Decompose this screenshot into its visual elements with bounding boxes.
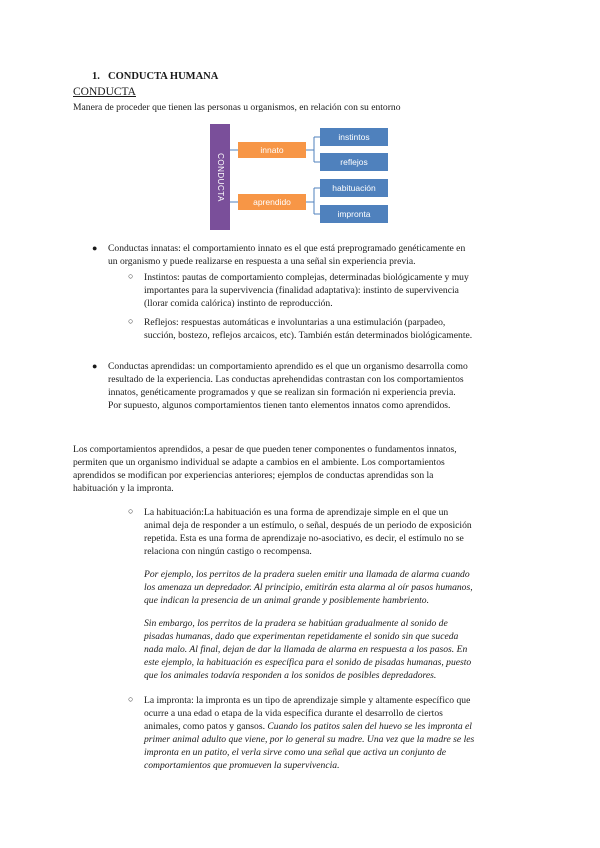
- text-line: los amenaza un depredador. Al principio, emitirán esta alarma al oír pasos humanos,: [144, 582, 473, 593]
- text-line: nada malo. Al final, dejan de dar la llamada de alarma en respuesta a los pasos. En: [144, 644, 468, 655]
- innatas-paragraph: [108, 242, 465, 268]
- section-title: CONDUCTA HUMANA: [108, 71, 219, 82]
- text-line: Reflejos: respuestas automáticas e involuntarias a una estimulación (parpadeo,: [144, 317, 446, 328]
- text-line: Por ejemplo, los perritos de la pradera suelen emitir una llamada de alarma cuando: [144, 569, 470, 580]
- diagram-leaf-impronta: impronta: [320, 205, 388, 223]
- text-line: Sin embargo, los perritos de la pradera se habitúan gradualmente al sonido de: [144, 618, 448, 629]
- section-heading: [92, 71, 218, 82]
- aprendidas-paragraph: [108, 360, 468, 412]
- text-line: innatos, genéticamente programados y que se realizan sin formación ni experiencia previa.: [108, 387, 456, 398]
- text-line: La habituación:La habituación es una forma de aprendizaje simple en el que un: [144, 507, 449, 518]
- text-line: un organismo y puede realizarse en respuesta a una señal sin experiencia previa.: [108, 256, 416, 267]
- text-line: que los animales todavía responden a los sonidos de posibles depredadores.: [144, 670, 437, 681]
- bullet-icon: ●: [92, 361, 98, 371]
- reflejos-paragraph: [144, 316, 472, 342]
- habituacion-example-1: [144, 568, 473, 607]
- circle-bullet-icon: ○: [128, 271, 134, 281]
- circle-bullet-icon: ○: [128, 316, 134, 326]
- definition-text: Manera de proceder que tienen las personas u organismos, en relación con su entorno: [73, 102, 401, 113]
- text-line: ocurre a una edad o etapa de la vida específica durante el desarrollo de ciertos: [144, 708, 443, 719]
- text-line: aprendidos se modifican por experiencias anteriores; ejemplos de conductas aprendidas son la: [73, 470, 434, 481]
- circle-bullet-icon: ○: [128, 694, 134, 704]
- text-line: comportamientos que promueven la supervivencia.: [144, 760, 340, 771]
- text-line: La impronta: la impronta es un tipo de aprendizaje simple y altamente específico que: [144, 695, 471, 706]
- text-line: que indican la presencia de un animal grande y posiblemente hambriento.: [144, 595, 430, 606]
- text-line: Por supuesto, algunos comportamientos tienen tanto elementos innatos como aprendidos.: [108, 400, 451, 411]
- text-line: pisadas humanas, dado que experimentan repetidamente el sonido sin que suceda: [144, 631, 459, 642]
- text-line: primer animal adulto que viene, por lo general su madre. Una vez que la madre se les: [144, 734, 475, 745]
- diagram-leaf-reflejos: reflejos: [320, 153, 388, 171]
- diagram-leaf-instintos: instintos: [320, 128, 388, 146]
- habituacion-paragraph: [144, 506, 472, 558]
- text-line: Los comportamientos aprendidos, a pesar de que pueden tener componentes o fundamentos innatos,: [73, 444, 457, 455]
- text-line: importantes para la supervivencia (finalidad adaptativa): instinto de supervivencia: [144, 285, 459, 296]
- text-line: Instintos: pautas de comportamiento complejas, determinadas biológicamente y muy: [144, 272, 469, 283]
- text-line: (llorar comida calórica) instinto de reproducción.: [144, 298, 333, 309]
- text-line: impronta en un patito, el verla sirve como una señal que activa un conjunto de: [144, 747, 447, 758]
- section-number: 1.: [92, 71, 100, 82]
- intro-paragraph: [73, 443, 457, 495]
- text-line: relaciona con ningún castigo o recompensa.: [144, 546, 312, 557]
- impronta-paragraph: [144, 694, 474, 772]
- text-line: repetida. Esta es una forma de aprendizaje no-asociativo, es decir, el estímulo no se: [144, 533, 464, 544]
- text-line: este ejemplo, la habituación es específica para el sonido de pisadas humanas, puesto: [144, 657, 472, 668]
- text-line: animales, como patos y gansos. Cuando los patitos salen del huevo se les improntа el: [144, 721, 472, 732]
- bullet-icon: ●: [92, 243, 98, 253]
- text-line: resultado de la experiencia. Las conductas aprehendidas contrastan con los comportamientos: [108, 374, 464, 385]
- subheading: CONDUCTA: [73, 86, 136, 98]
- text-line: Conductas innatas: el comportamiento innato es el que está preprogramado genéticamente en: [108, 243, 466, 254]
- text-line: animal deja de responder a un estímulo, o señal, después de un periodo de exposición: [144, 520, 472, 531]
- instintos-paragraph: [144, 271, 469, 310]
- conduct-diagram: [210, 124, 390, 230]
- text-line: succión, bostezo, reflejos arcaicos, etc). También están determinados biológicamente.: [144, 330, 473, 341]
- text-line: permiten que un organismo individual se adapte a cambios en el ambiente. Los comportamientos: [73, 457, 445, 468]
- diagram-root: CONDUCTA: [210, 124, 230, 230]
- text-line: Conductas aprendidas: un comportamiento aprendido es el que un organismo desarrolla como: [108, 361, 468, 372]
- diagram-leaf-habituacion: habituación: [320, 179, 388, 197]
- circle-bullet-icon: ○: [128, 506, 134, 516]
- habituacion-example-2: [144, 617, 471, 682]
- text-line: habituación y la impronta.: [73, 483, 174, 494]
- diagram-branch-aprendido: aprendido: [238, 194, 306, 210]
- diagram-branch-innato: innato: [238, 142, 306, 158]
